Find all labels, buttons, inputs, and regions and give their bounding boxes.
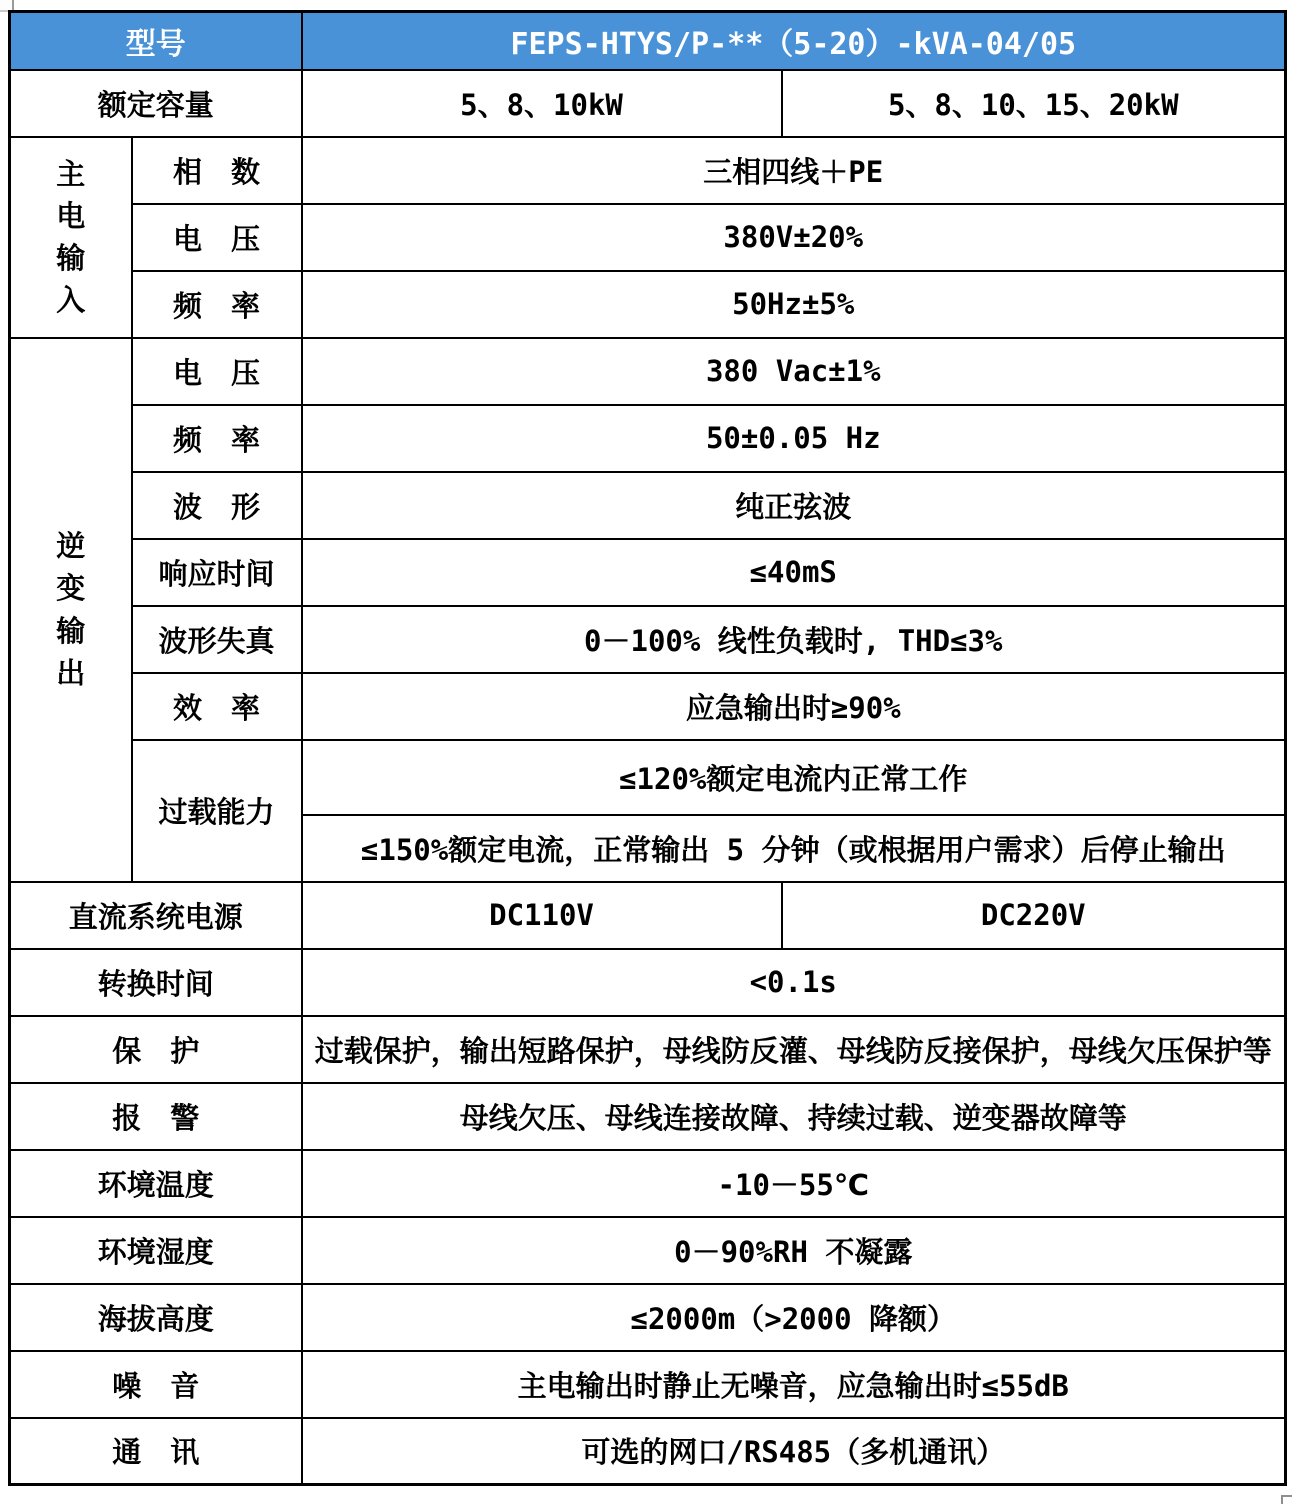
main-input-voltage-row	[10, 204, 1286, 271]
spec-label: 环境温度	[10, 1150, 302, 1217]
spec-value: <0.1s	[302, 949, 1286, 1016]
spec-value: 0－90%RH 不凝露	[302, 1217, 1286, 1284]
inverter-frequency-row	[10, 405, 1286, 472]
inverter-efficiency-row	[10, 673, 1286, 740]
protection-row	[10, 1016, 1286, 1083]
spec-label: 环境湿度	[10, 1217, 302, 1284]
inverter-output-group-label: 逆变输出	[56, 529, 86, 690]
transfer-time-row	[10, 949, 1286, 1016]
spec-value: 可选的网口/RS485（多机通讯）	[302, 1418, 1286, 1485]
spec-label: 频 率	[132, 405, 302, 472]
spec-label: 海拔高度	[10, 1284, 302, 1351]
inverter-waveform-row	[10, 472, 1286, 539]
spec-label: 波 形	[132, 472, 302, 539]
spec-label: 效 率	[132, 673, 302, 740]
spec-value: 380V±20%	[302, 204, 1286, 271]
rated-capacity-row	[10, 70, 1286, 137]
overload-capability-row-1	[10, 740, 1286, 815]
crop-artifact-bottom-right	[1281, 1495, 1292, 1504]
spec-value: ≤120%额定电流内正常工作	[302, 740, 1286, 815]
spec-value: ≤2000m（>2000 降额）	[302, 1284, 1286, 1351]
spec-value: ≤150%额定电流，正常输出 5 分钟（或根据用户需求）后停止输出	[302, 815, 1286, 882]
main-input-phase-row	[10, 137, 1286, 204]
spec-label: 转换时间	[10, 949, 302, 1016]
spec-label: 通 讯	[10, 1418, 302, 1485]
spec-value: 主电输出时静止无噪音，应急输出时≤55dB	[302, 1351, 1286, 1418]
inverter-voltage-row	[10, 338, 1286, 405]
spec-label: 报 警	[10, 1083, 302, 1150]
spec-value: 380 Vac±1%	[302, 338, 1286, 405]
altitude-row	[10, 1284, 1286, 1351]
rated-capacity-label: 额定容量	[10, 70, 302, 137]
spec-value: -10－55℃	[302, 1150, 1286, 1217]
main-input-frequency-row	[10, 271, 1286, 338]
inverter-response-time-row	[10, 539, 1286, 606]
spec-value: 过载保护，输出短路保护，母线防反灌、母线防反接保护，母线欠压保护等	[302, 1016, 1286, 1083]
dc-power-right-value: DC220V	[782, 882, 1286, 949]
overload-capability-label: 过载能力	[132, 740, 302, 882]
inverter-output-group-cell	[10, 338, 132, 882]
ambient-humidity-row	[10, 1217, 1286, 1284]
spec-value: 0－100% 线性负载时, THD≤3%	[302, 606, 1286, 673]
rated-capacity-large: 5、8、10、15、20kW	[782, 70, 1286, 137]
noise-row	[10, 1351, 1286, 1418]
spec-value: 纯正弦波	[302, 472, 1286, 539]
main-input-group-cell	[10, 137, 132, 338]
spec-label: 噪 音	[10, 1351, 302, 1418]
main-input-group-label: 主电输入	[56, 156, 86, 318]
spec-label: 保 护	[10, 1016, 302, 1083]
spec-label: 电 压	[132, 204, 302, 271]
dc-power-row	[10, 882, 1286, 949]
spec-table	[8, 10, 1287, 1486]
spec-value: 母线欠压、母线连接故障、持续过载、逆变器故障等	[302, 1083, 1286, 1150]
spec-value: 三相四线＋PE	[302, 137, 1286, 204]
spec-value: 应急输出时≥90%	[302, 673, 1286, 740]
model-value: FEPS-HTYS/P-**（5-20）-kVA-04/05	[302, 12, 1286, 70]
model-row	[10, 12, 1286, 70]
spec-value: 50±0.05 Hz	[302, 405, 1286, 472]
dc-power-left-value: DC110V	[302, 882, 782, 949]
ambient-temperature-row	[10, 1150, 1286, 1217]
spec-value: ≤40mS	[302, 539, 1286, 606]
communication-row	[10, 1418, 1286, 1485]
spec-label: 频 率	[132, 271, 302, 338]
spec-label: 相 数	[132, 137, 302, 204]
rated-capacity-small: 5、8、10kW	[302, 70, 782, 137]
dc-power-label: 直流系统电源	[10, 882, 302, 949]
spec-value: 50Hz±5%	[302, 271, 1286, 338]
alarm-row	[10, 1083, 1286, 1150]
spec-label: 响应时间	[132, 539, 302, 606]
model-label: 型号	[10, 12, 302, 70]
spec-label: 电 压	[132, 338, 302, 405]
inverter-distortion-row	[10, 606, 1286, 673]
spec-label: 波形失真	[132, 606, 302, 673]
